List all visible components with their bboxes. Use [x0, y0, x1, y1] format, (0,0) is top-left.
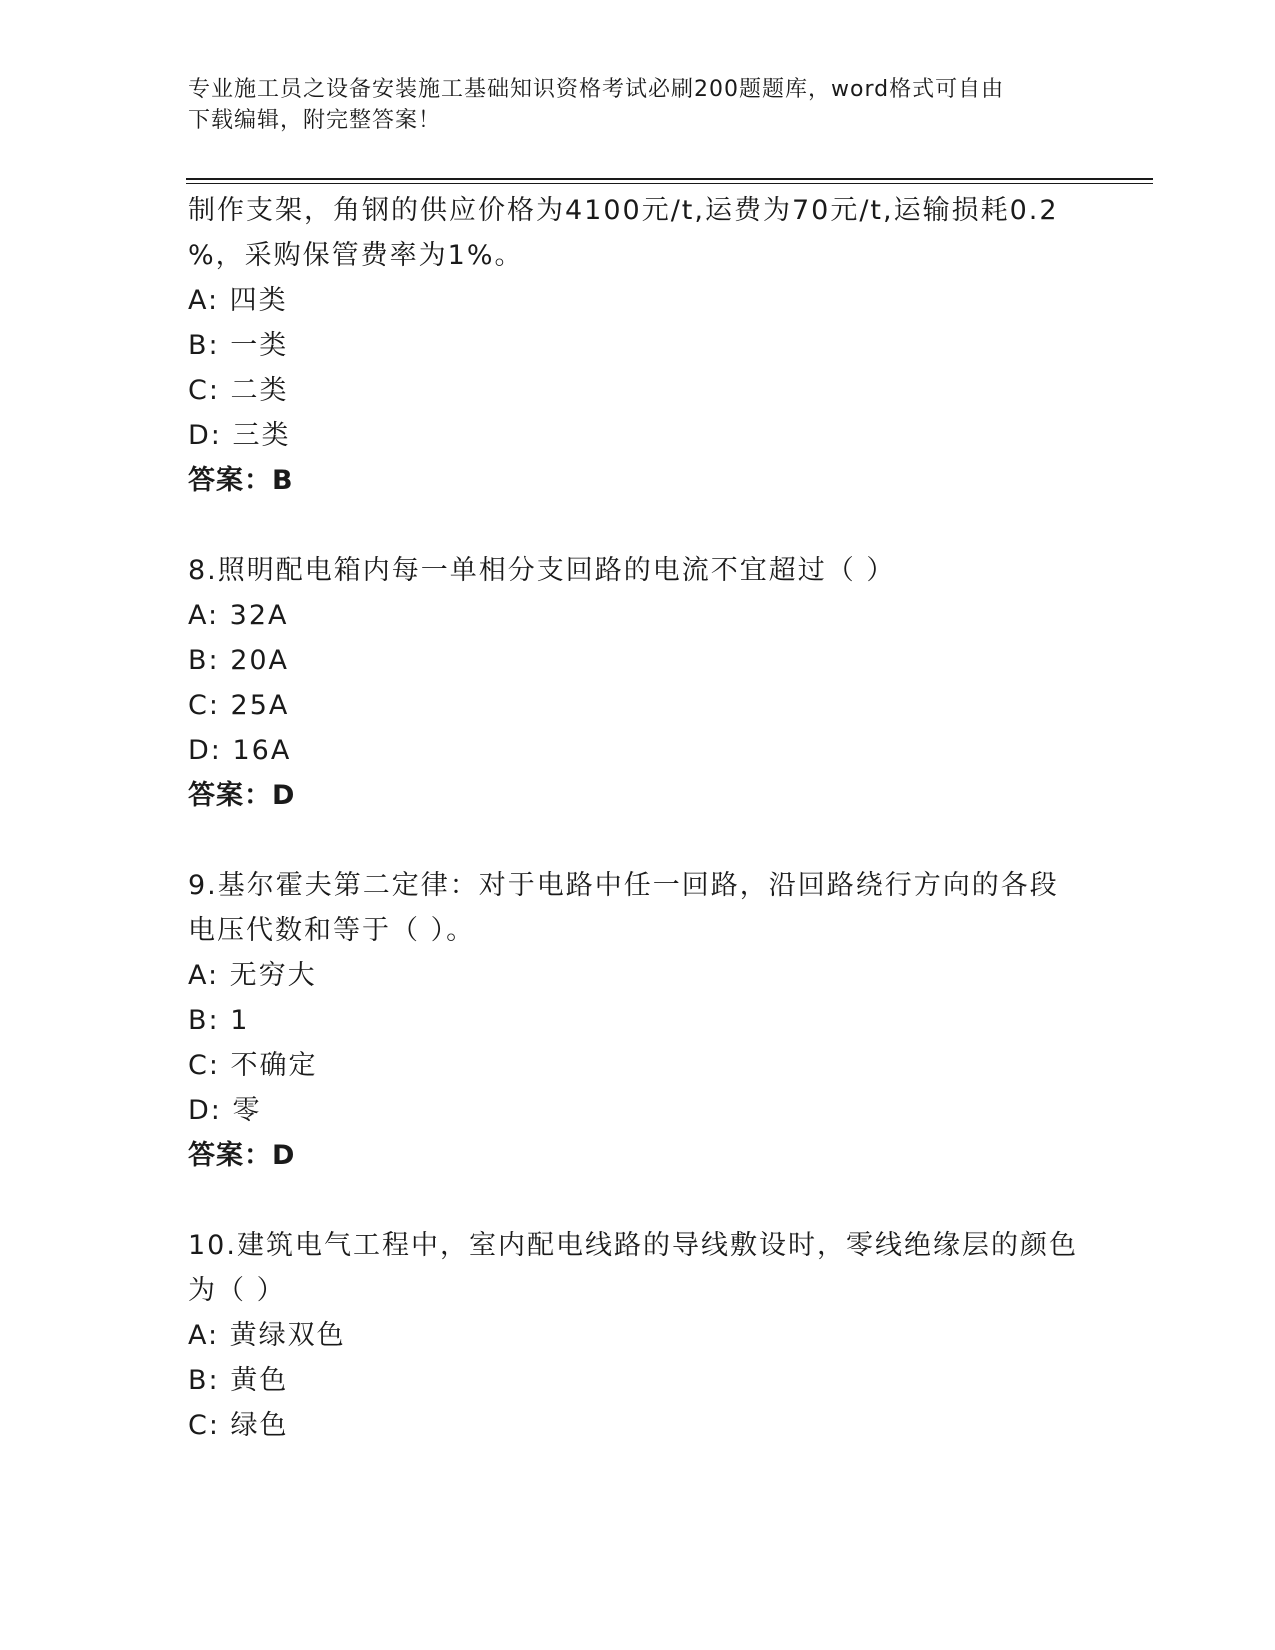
option-c: C: 二类: [188, 375, 289, 406]
question-list: [188, 188, 1088, 1448]
question-9: [188, 863, 1088, 1178]
option-a: A: 无穷大: [188, 960, 317, 991]
question-stem-line: 制作支架，角钢的供应价格为4100元/t,运费为70元/t,运输损耗0.2: [188, 195, 1059, 226]
answer-line: 答案：B: [188, 465, 294, 496]
header-rule-thick: [186, 178, 1153, 180]
option-c: C: 绿色: [188, 1410, 289, 1441]
question-stem-line: 为（ ）: [188, 1275, 286, 1306]
option-d: D: 零: [188, 1095, 262, 1126]
answer-line: 答案：D: [188, 780, 296, 811]
question-10: [188, 1223, 1088, 1448]
header-line-2: 下载编辑，附完整答案！: [188, 108, 442, 133]
option-a: A: 32A: [188, 600, 289, 631]
question-8: [188, 548, 1088, 818]
option-b: B: 20A: [188, 645, 290, 676]
option-c: C: 不确定: [188, 1050, 318, 1081]
option-b: B: 一类: [188, 330, 289, 361]
option-b: B: 1: [188, 1005, 250, 1036]
question-7: [188, 188, 1088, 503]
answer-line: 答案：D: [188, 1140, 296, 1171]
option-a: A: 黄绿双色: [188, 1320, 346, 1351]
option-d: D: 三类: [188, 420, 291, 451]
option-b: B: 黄色: [188, 1365, 289, 1396]
option-c: C: 25A: [188, 690, 290, 721]
header-line-1: 专业施工员之设备安装施工基础知识资格考试必刷200题题库，word格式可自由: [188, 77, 1005, 102]
option-a: A: 四类: [188, 285, 288, 316]
header-rule-thin: [186, 183, 1153, 184]
document-header: [188, 74, 1068, 136]
question-stem-line: 电压代数和等于（ ）。: [188, 915, 476, 946]
question-stem-line: 10.建筑电气工程中，室内配电线路的导线敷设时，零线绝缘层的颜色: [188, 1230, 1078, 1261]
option-d: D: 16A: [188, 735, 292, 766]
question-stem-line: 9.基尔霍夫第二定律：对于电路中任一回路，沿回路绕行方向的各段: [188, 870, 1059, 901]
question-stem-line: 8.照明配电箱内每一单相分支回路的电流不宜超过（ ）: [188, 555, 896, 586]
question-stem-line: %，采购保管费率为1%。: [188, 240, 524, 271]
